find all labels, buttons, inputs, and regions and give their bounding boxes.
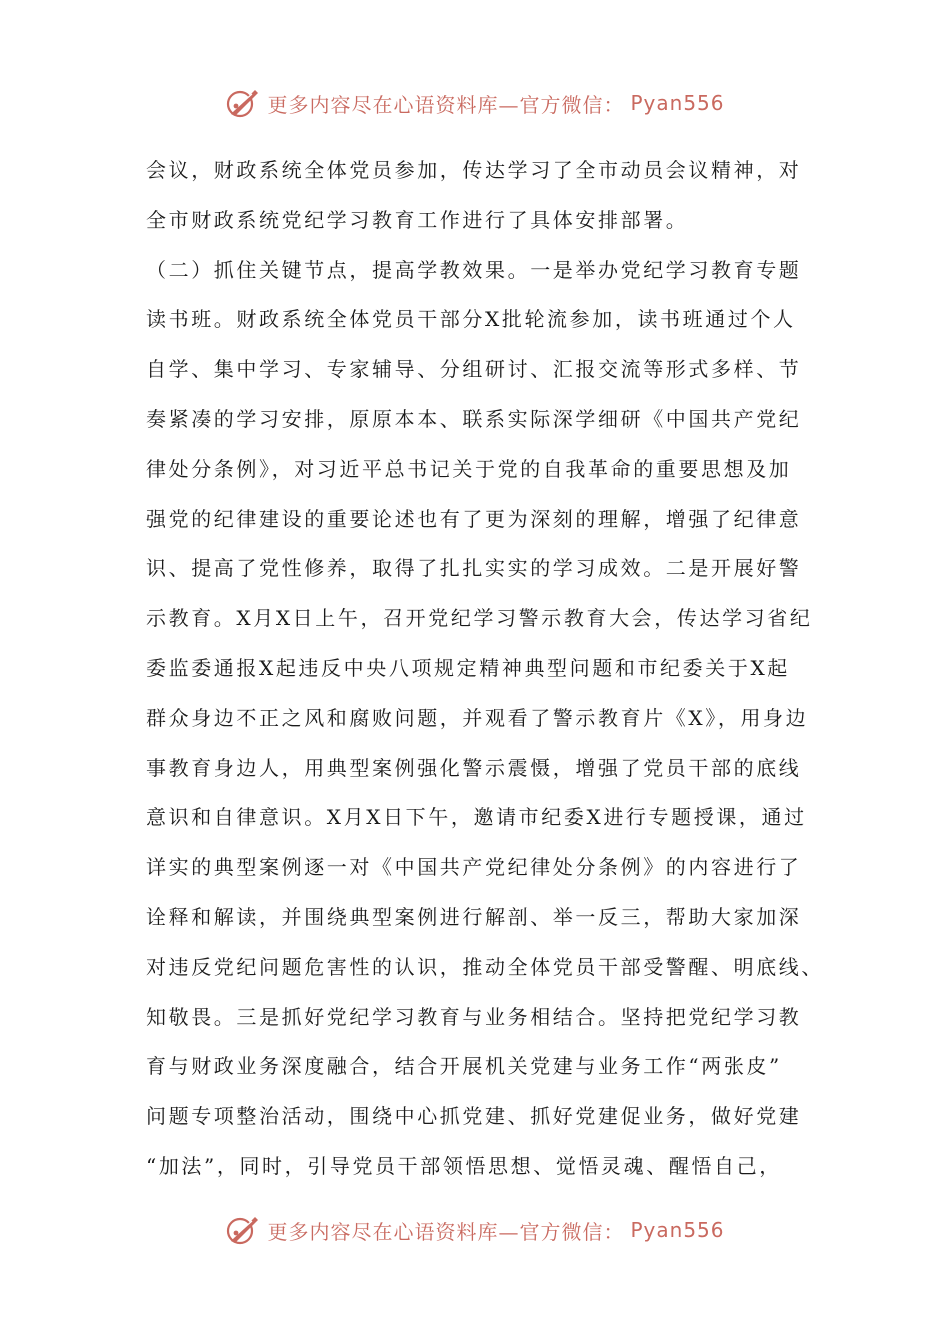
text-line: 强党的纪律建设的重要论述也有了更为深刻的理解，增强了纪律意: [146, 506, 802, 531]
text-line: 意识和自律意识。X月X日下午，邀请市纪委X进行专题授课，通过: [146, 805, 807, 830]
wechat-id: Pyan556: [630, 91, 725, 115]
header-banner: [0, 83, 950, 123]
text-line: 委监委通报X起违反中央八项规定精神典型问题和市纪委关于X起: [146, 655, 790, 680]
text-line: 事教育身边人，用典型案例强化警示震慑，增强了党员干部的底线: [146, 755, 802, 780]
quill-logo-icon: [225, 86, 261, 120]
text-line: 全市财政系统党纪学习教育工作进行了具体安排部署。: [146, 207, 689, 232]
text-line: （二）抓住关键节点，提高学教效果。一是举办党纪学习教育专题: [146, 257, 802, 282]
document-body: [146, 146, 824, 1192]
quill-logo-icon: [225, 1213, 261, 1247]
text-line: 群众身边不正之风和腐败问题，并观看了警示教育片《X》，用身边: [146, 705, 809, 730]
text-line: 律处分条例》，对习近平总书记关于党的自我革命的重要思想及加: [146, 456, 792, 481]
text-line: 育与财政业务深度融合，结合开展机关党建与业务工作“两张皮”: [146, 1054, 782, 1079]
text-line: “加法”，同时，引导党员干部领悟思想、觉悟灵魂、醒悟自己，: [146, 1153, 782, 1178]
text-line: 奏紧凑的学习安排，原原本本、联系实际深学细研《中国共产党纪: [146, 406, 802, 431]
text-line: 对违反党纪问题危害性的认识，推动全体党员干部受警醒、明底线、: [146, 954, 824, 979]
banner-text: 更多内容尽在心语资料库—官方微信：: [267, 1219, 625, 1244]
text-line: 示教育。X月X日上午，召开党纪学习警示教育大会，传达学习省纪: [146, 606, 813, 631]
text-line: 读书班。财政系统全体党员干部分X批轮流参加，读书班通过个人: [146, 307, 796, 332]
text-line: 自学、集中学习、专家辅导、分组研讨、汇报交流等形式多样、节: [146, 357, 802, 382]
text-line: 问题专项整治活动，围绕中心抓党建、抓好党建促业务，做好党建: [146, 1104, 802, 1129]
wechat-id: Pyan556: [630, 1218, 725, 1242]
text-line: 识、提高了党性修养，取得了扎扎实实的学习成效。二是开展好警: [146, 556, 802, 581]
text-line: 详实的典型案例逐一对《中国共产党纪律处分条例》的内容进行了: [146, 855, 802, 880]
text-line: 诠释和解读，并围绕典型案例进行解剖、举一反三，帮助大家加深: [146, 904, 802, 929]
text-line: 会议，财政系统全体党员参加，传达学习了全市动员会议精神，对: [146, 158, 802, 182]
footer-banner: [0, 1210, 950, 1250]
banner-text: 更多内容尽在心语资料库—官方微信：: [267, 92, 625, 117]
text-line: 知敬畏。三是抓好党纪学习教育与业务相结合。坚持把党纪学习教: [146, 1004, 802, 1029]
